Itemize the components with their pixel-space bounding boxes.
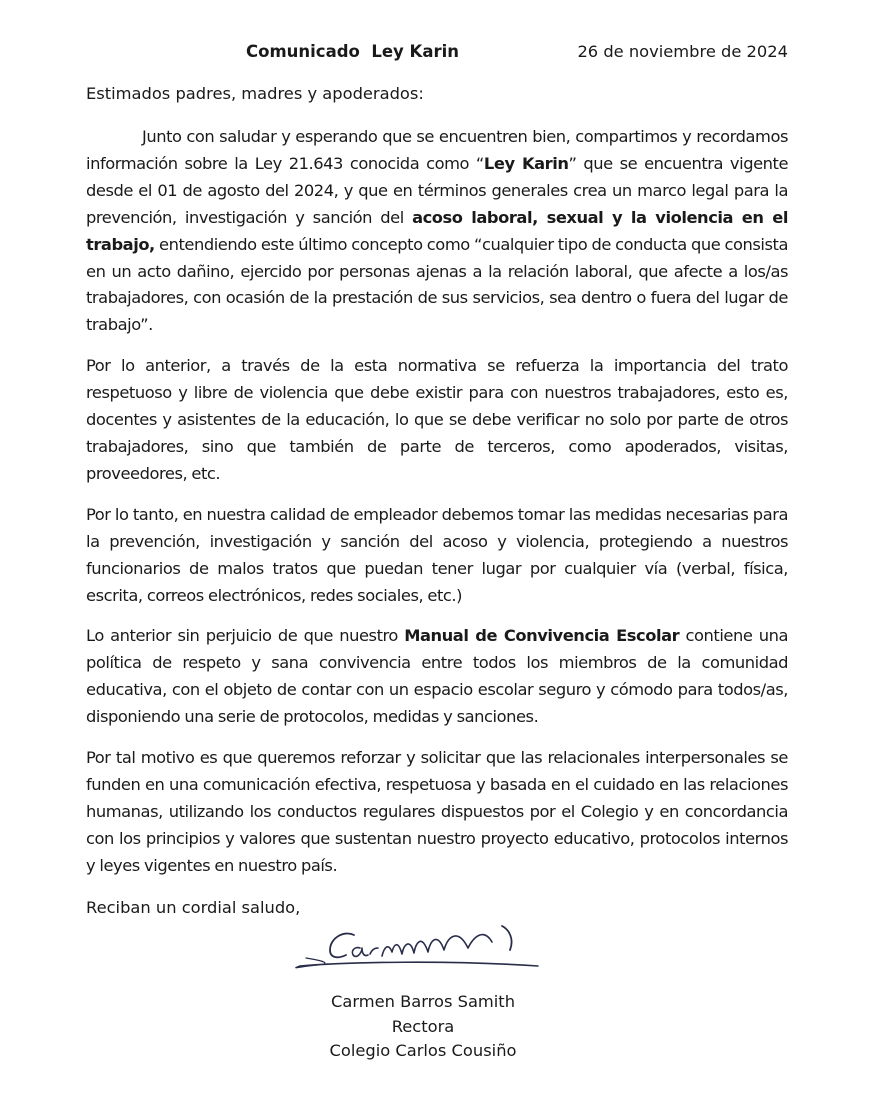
handwritten-signature bbox=[288, 918, 548, 978]
paragraph-intro-text-a: Junto con saludar y esperando que se encuentren bien, compartimos y recordamos información sobre la Ley 21.643 conocida como “ bbox=[86, 127, 788, 173]
signer-name: Carmen Barros Samith bbox=[330, 992, 516, 1011]
signer-block bbox=[0, 990, 846, 1064]
manual-name: Manual de Convivencia Escolar bbox=[404, 626, 680, 646]
paragraph-manual-text-c: contiene una política de respeto y sana convivencia entre todos los miembros de la comunidad educativa, con el objeto de contar con un espacio escolar seguro y cómodo para todos/as, disponiendo una serie de protocolos, medidas y sanciones. bbox=[86, 626, 789, 727]
paragraph-intro-text-c: ” que se encuentra vigente desde el 01 de agosto del 2024, y que en términos generales crea un marco legal para la prevención, investigación y sanción del bbox=[86, 153, 789, 227]
signer-role: Rectora bbox=[391, 1016, 455, 1036]
closing-salutation: Reciban un cordial saludo, bbox=[86, 897, 301, 917]
document-date: 26 de noviembre de 2024 bbox=[577, 42, 788, 61]
greeting: Estimados padres, madres y apoderados: bbox=[86, 84, 424, 103]
paragraph-intro-text-e: entendiendo este último concepto como “cualquier tipo de conducta que consista en un acto dañino, ejercido por personas ajenas a la relación laboral, que afecte a los/as trabajadores, con ocasión de la prestación de sus servicios, sea dentro o fuera del lugar de trabajo”. bbox=[86, 234, 788, 335]
paragraph-respect: Por lo anterior, a través de la esta normativa se refuerza la importancia del trato respetuoso y libre de violencia que debe existir para con nuestros trabajadores, esto es, docentes y asistentes de la educación, lo que se debe verificar no solo por parte de otros trabajadores, sino que también de parte de terceros, como apoderados, visitas, proveedores, etc. bbox=[86, 356, 788, 483]
document-title: Comunicado Ley Karin bbox=[246, 42, 460, 61]
law-name: Ley Karin bbox=[483, 153, 569, 173]
paragraph-coexistence-manual bbox=[86, 623, 788, 731]
paragraph-intro bbox=[86, 124, 788, 339]
signature-graphic bbox=[288, 918, 548, 978]
paragraph-manual-text-a: Lo anterior sin perjuicio de que nuestro bbox=[86, 626, 405, 646]
document-header bbox=[0, 40, 876, 64]
paragraph-employer-duties: Por lo tanto, en nuestra calidad de empleador debemos tomar las medidas necesarias para la prevención, investigación y sanción del acoso y violencia, protegiendo a nuestros funcionarios de malos tratos que puedan tener lugar por cualquier vía (verbal, física, escrita, correos electrónicos, redes sociales, etc.) bbox=[86, 504, 788, 605]
signer-institution: Colegio Carlos Cousiño bbox=[329, 1041, 517, 1060]
paragraph-request: Por tal motivo es que queremos reforzar y solicitar que las relacionales interpersonales se funden en una comunicación efectiva, respetuosa y basada en el cuidado en las relaciones humanas, utilizando los conductos regulares dispuestos por el Colegio y en concordancia con los principios y valores que sustentan nuestro proyecto educativo, protocolos internos y leyes vigentes en nuestro país. bbox=[86, 748, 788, 875]
harassment-emphasis: acoso laboral, sexual y la violencia en el trabajo, bbox=[86, 207, 788, 254]
letter-body bbox=[86, 80, 788, 921]
